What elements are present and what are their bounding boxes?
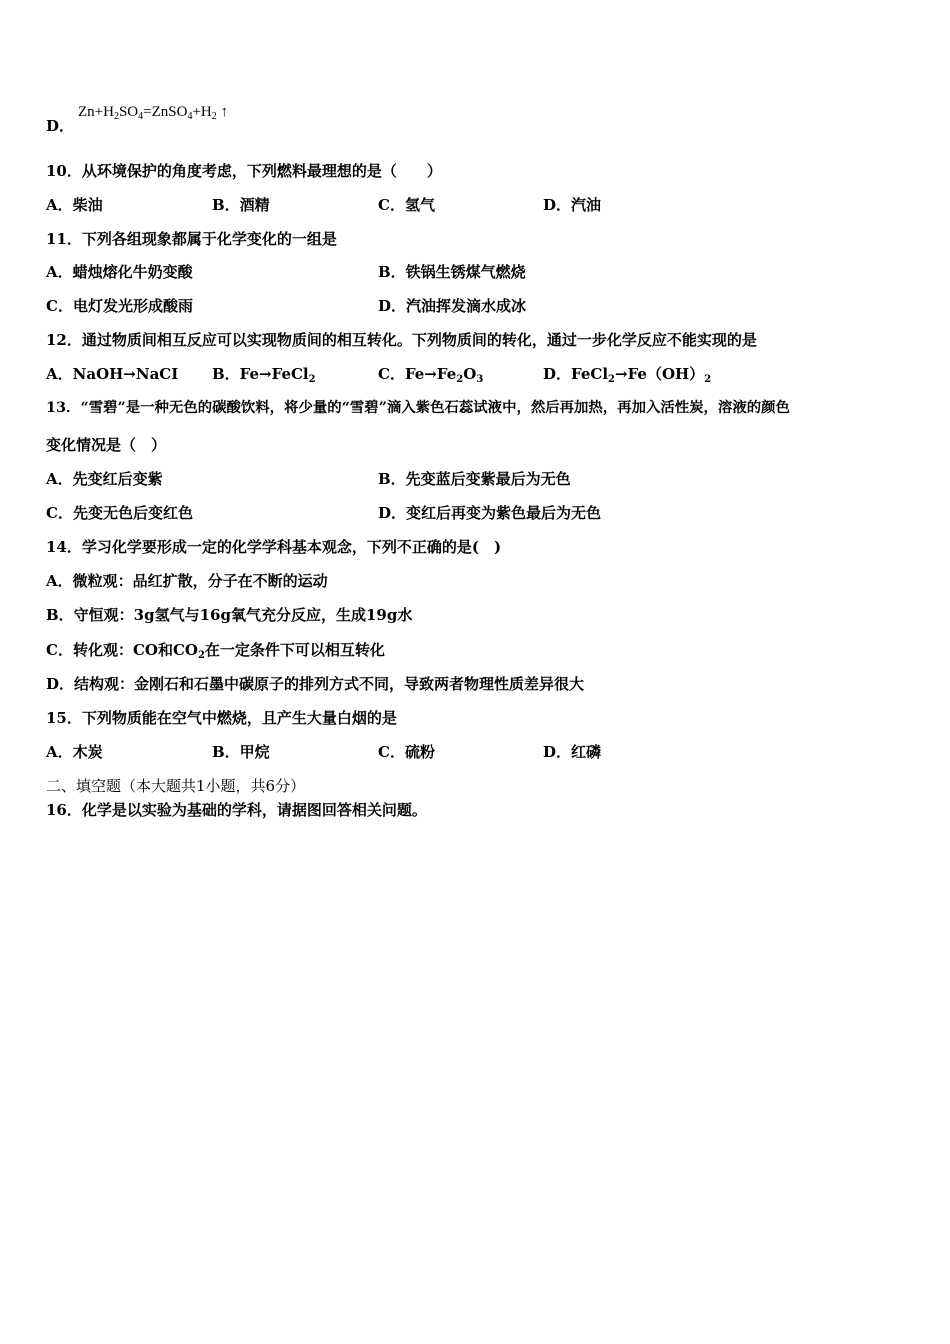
q14-option-a: A．微粒观：品红扩散，分子在不断的运动 xyxy=(46,572,328,590)
q14-stem: 14．学习化学要形成一定的化学学科基本观念，下列不正确的是( ) xyxy=(46,538,502,556)
q10-stem: 10．从环境保护的角度考虑，下列燃料最理想的是（ ） xyxy=(46,162,442,180)
q14-option-b: B．守恒观：3g氢气与16g氧气充分反应，生成19g水 xyxy=(46,606,413,624)
q12-option-a: A．NaOH→NaCI xyxy=(46,365,179,383)
formula-sub: 4 xyxy=(187,111,193,122)
formula-arrow: ↑ xyxy=(216,104,228,120)
option-sub: 2 xyxy=(704,374,712,385)
q12-option-b xyxy=(212,364,316,387)
q15-option-b: B．甲烷 xyxy=(212,743,270,761)
q10-option-b: B．酒精 xyxy=(212,196,270,214)
q9-option-d-label: D． xyxy=(46,117,75,135)
option-sub: 2 xyxy=(608,374,615,385)
option-text: D．FeCl xyxy=(543,365,609,383)
option-text: B．Fe→FeCl xyxy=(212,365,309,383)
q13-option-a: A．先变红后变紫 xyxy=(46,470,163,488)
q11-stem: 11．下列各组现象都属于化学变化的一组是 xyxy=(46,230,337,248)
q11-option-b: B．铁锅生锈煤气燃烧 xyxy=(378,263,526,281)
q15-stem: 15．下列物质能在空气中燃烧，且产生大量白烟的是 xyxy=(46,709,397,727)
option-text: O xyxy=(463,365,477,383)
formula-part: Zn+H xyxy=(78,104,114,120)
q14-option-c xyxy=(46,640,385,663)
q12-stem: 12．通过物质间相互反应可以实现物质间的相互转化。下列物质间的转化，通过一步化学反应不能实现的是 xyxy=(46,331,757,349)
option-text: 在一定条件下可以相互转化 xyxy=(204,641,385,659)
q15-option-a: A．木炭 xyxy=(46,743,103,761)
option-sub: 2 xyxy=(308,374,316,385)
q16-stem: 16．化学是以实验为基础的学科，请据图回答相关问题。 xyxy=(46,801,427,819)
q11-option-a: A．蜡烛熔化牛奶变酸 xyxy=(46,263,193,281)
q15-option-d: D．红磷 xyxy=(543,743,602,761)
option-text: C．转化观：CO和CO xyxy=(46,641,198,659)
q13-stem-line2: 变化情况是（ ） xyxy=(46,436,167,454)
q10-option-d: D．汽油 xyxy=(543,196,602,214)
q15-option-c: C．硫粉 xyxy=(378,743,435,761)
q13-option-c: C．先变无色后变红色 xyxy=(46,504,193,522)
option-text: →Fe（OH） xyxy=(615,365,705,383)
option-text: C．Fe→Fe xyxy=(378,365,457,383)
q13-option-d: D．变红后再变为紫色最后为无色 xyxy=(378,504,602,522)
q12-option-c xyxy=(378,364,483,387)
section-2-title: 二、填空题（本大题共1小题，共6分） xyxy=(46,777,306,795)
q10-option-c: C．氢气 xyxy=(378,196,435,214)
q10-option-a: A．柴油 xyxy=(46,196,103,214)
q14-option-d: D．结构观：金刚石和石墨中碳原子的排列方式不同，导致两者物理性质差异很大 xyxy=(46,675,585,693)
formula-sub: 2 xyxy=(211,111,217,122)
option-sub: 2 xyxy=(456,374,464,385)
q11-option-d: D．汽油挥发滴水成冰 xyxy=(378,297,527,315)
formula-part: SO xyxy=(118,104,139,120)
option-sub: 2 xyxy=(197,650,205,661)
formula-part: +H xyxy=(192,104,212,120)
formula-part: =ZnSO xyxy=(143,104,188,120)
q11-option-c: C．电灯发光形成酸雨 xyxy=(46,297,193,315)
q13-option-b: B．先变蓝后变紫最后为无色 xyxy=(378,470,571,488)
q13-stem-line1: 13．“雪碧”是一种无色的碳酸饮料，将少量的“雪碧”滴入紫色石蕊试液中，然后再加热，再加入活性炭，溶液的颜色 xyxy=(46,399,790,416)
formula-sub: 2 xyxy=(113,111,119,122)
q12-option-d xyxy=(543,364,711,387)
formula-sub: 4 xyxy=(138,111,144,122)
option-sub: 3 xyxy=(476,374,484,385)
q9-option-d-formula xyxy=(78,104,228,122)
